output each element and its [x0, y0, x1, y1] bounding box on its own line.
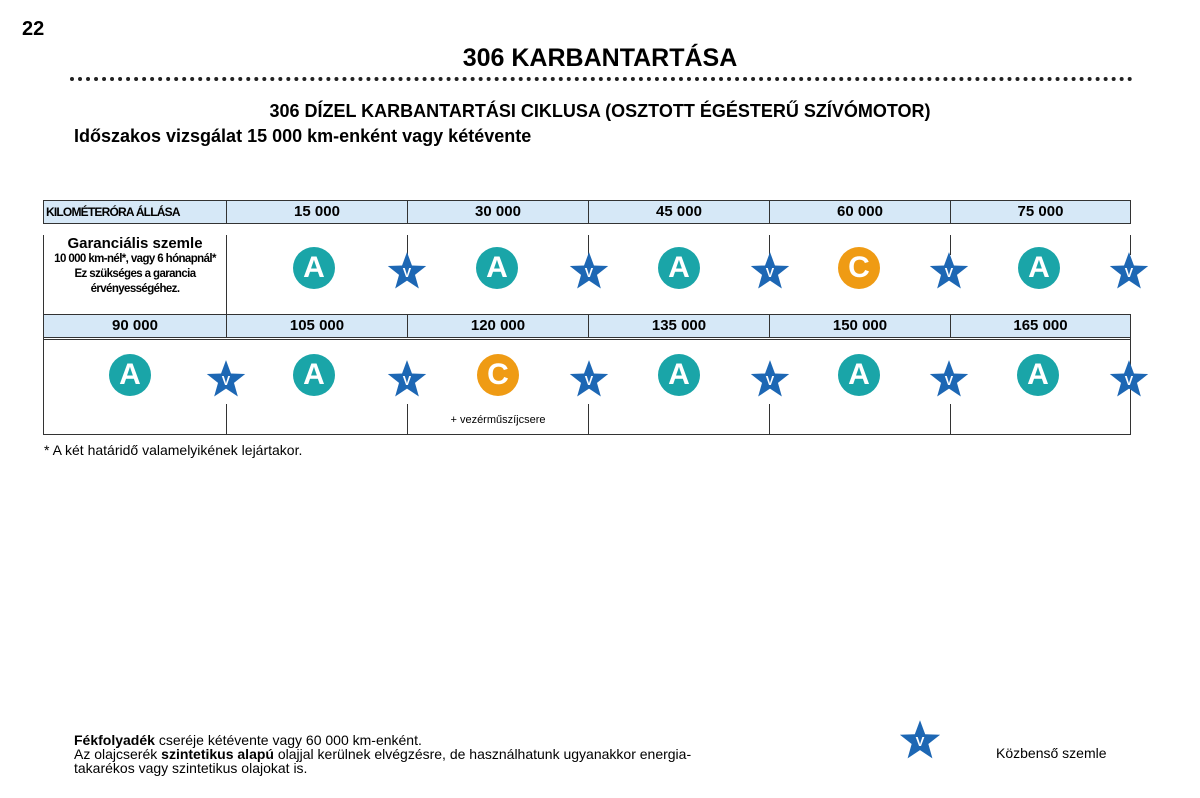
table-border	[226, 404, 227, 434]
intermediate-inspection-star-icon	[749, 250, 791, 292]
maintenance-notes	[74, 733, 691, 775]
star-letter: V	[402, 373, 412, 388]
intermediate-inspection-star-icon	[205, 358, 247, 400]
brake-fluid-text: cseréje kétévente vagy 60 000 km-enként.	[154, 732, 422, 748]
brake-fluid-label: Fékfolyadék	[74, 732, 155, 748]
warranty-interval: 10 000 km-nél*, vagy 6 hónapnál*	[54, 253, 216, 265]
warranty-note-line: érvényességéhez.	[90, 283, 180, 295]
cambelt-replacement-note: + vezérműszíjcsere	[450, 414, 546, 426]
odometer-label: KILOMÉTERÓRA ÁLLÁSA	[43, 200, 227, 224]
page-number: 22	[22, 18, 45, 40]
km-header: 120 000	[407, 314, 589, 338]
km-header: 15 000	[226, 200, 408, 224]
footnote: * A két határidő valamelyikének lejártakor.	[44, 442, 303, 458]
km-header: 105 000	[226, 314, 408, 338]
km-header: 30 000	[407, 200, 589, 224]
star-letter: V	[402, 265, 412, 280]
service-a-badge: A	[658, 354, 700, 396]
intermediate-inspection-star-icon	[568, 250, 610, 292]
table-border	[43, 434, 1131, 435]
warranty-title: Garanciális szemle	[67, 235, 203, 252]
legend-star-icon	[898, 718, 942, 762]
oil-note-text: olajjal kerülnek elvégzésre, de használhatunk ugyanakkor energia-	[273, 746, 692, 762]
service-c-badge: C	[477, 354, 519, 396]
legend-label: Közbenső szemle	[996, 745, 1107, 761]
star-letter: V	[765, 265, 775, 280]
dotted-divider	[70, 77, 1133, 81]
service-a-badge: A	[1018, 247, 1060, 289]
service-a-badge: A	[1017, 354, 1059, 396]
km-header: 90 000	[43, 314, 227, 338]
brake-fluid-note	[74, 733, 691, 747]
table-border	[43, 338, 44, 435]
section-subtitle: Időszakos vizsgálat 15 000 km-enként vagy kétévente	[74, 126, 532, 146]
star-letter: V	[765, 373, 775, 388]
intermediate-inspection-star-icon	[928, 358, 970, 400]
service-a-badge: A	[109, 354, 151, 396]
section-title: 306 DÍZEL KARBANTARTÁSI CIKLUSA (OSZTOTT ÉGÉSTERŰ SZÍVÓMOTOR)	[269, 101, 931, 121]
km-header: 45 000	[588, 200, 770, 224]
warranty-inspection-cell	[43, 235, 227, 297]
intermediate-inspection-star-icon	[568, 358, 610, 400]
service-a-badge: A	[838, 354, 880, 396]
service-a-badge: A	[476, 247, 518, 289]
km-header: 75 000	[950, 200, 1131, 224]
intermediate-inspection-star-icon	[1108, 358, 1150, 400]
km-header: 135 000	[588, 314, 770, 338]
intermediate-inspection-star-icon	[1108, 250, 1150, 292]
star-letter: V	[1124, 373, 1134, 388]
km-header: 60 000	[769, 200, 951, 224]
km-header: 165 000	[950, 314, 1131, 338]
intermediate-inspection-star-icon	[386, 250, 428, 292]
warranty-note-line: Ez szükséges a garancia	[74, 268, 196, 280]
intermediate-inspection-star-icon	[749, 358, 791, 400]
star-letter: V	[1124, 265, 1134, 280]
table-border	[43, 339, 1131, 340]
oil-note-continued: takarékos vagy szintetikus olajokat is.	[74, 760, 308, 776]
star-letter: V	[944, 373, 954, 388]
oil-note	[74, 747, 691, 761]
star-letter: V	[944, 265, 954, 280]
page-title: 306 KARBANTARTÁSA	[462, 44, 738, 72]
oil-synthetic-label: szintetikus alapú	[161, 746, 274, 762]
star-letter: V	[915, 734, 925, 750]
table-border	[950, 404, 951, 434]
intermediate-inspection-star-icon	[386, 358, 428, 400]
table-border	[769, 404, 770, 434]
km-header: 150 000	[769, 314, 951, 338]
service-a-badge: A	[293, 354, 335, 396]
oil-note-text: Az olajcserék	[74, 746, 162, 762]
star-letter: V	[584, 265, 594, 280]
service-a-badge: A	[658, 247, 700, 289]
service-c-badge: C	[838, 247, 880, 289]
table-border	[588, 404, 589, 434]
star-letter: V	[221, 373, 231, 388]
star-letter: V	[584, 373, 594, 388]
service-a-badge: A	[293, 247, 335, 289]
intermediate-inspection-star-icon	[928, 250, 970, 292]
